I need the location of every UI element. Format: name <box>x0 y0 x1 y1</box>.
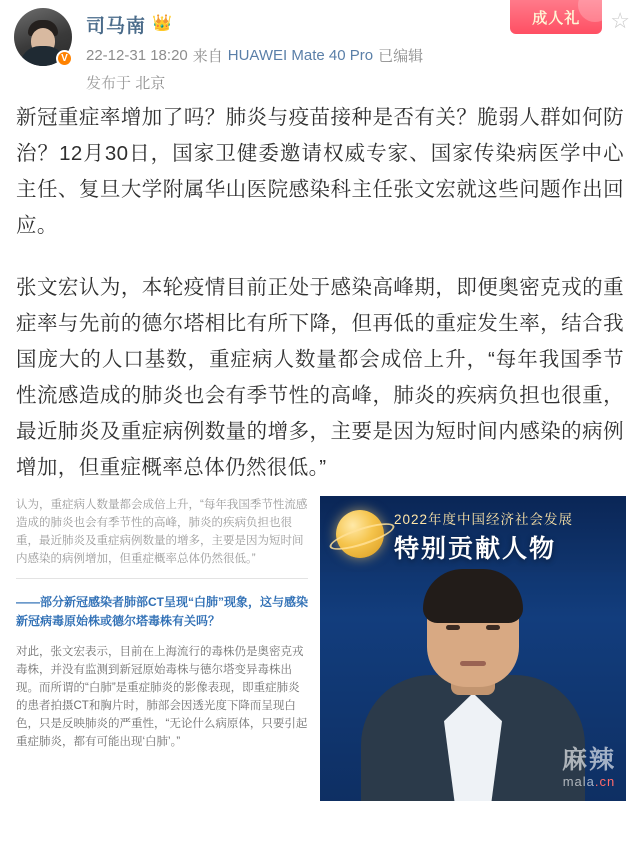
publish-prefix: 发布于 <box>86 75 132 92</box>
globe-icon <box>336 510 384 558</box>
author-name[interactable]: 司马南 <box>86 15 147 37</box>
star-icon[interactable]: ☆ <box>610 8 630 33</box>
watermark-cn: 麻辣 <box>561 746 616 775</box>
tv-screenshot[interactable] <box>320 496 626 801</box>
person-eye-right <box>486 625 500 630</box>
post-paragraph: 新冠重症率增加了吗？肺炎与疫苗接种是否有关？脆弱人群如何防治？12月30日，国家卫健委邀请权威专家、国家传染病医学中心主任、复旦大学附属华山医院感染科主任张文宏就这些问题作出回应。 <box>16 106 624 237</box>
screenshot-excerpt: 认为，重症病人数量都会成倍上升，“每年我国季节性流感造成的肺炎也会有季节性的高峰，肺炎的疾病负担也很重，最近肺炎及重症病例数量的增多，主要是因为短时间内感染的病例增加，但重症概率总体仍然很低。” <box>16 499 308 565</box>
watermark-dot: . <box>594 774 600 790</box>
watermark-en <box>562 775 616 789</box>
publish-city: 北京 <box>135 75 166 92</box>
post-header <box>0 0 640 96</box>
device-link[interactable]: HUAWEI Mate 40 Pro <box>227 47 374 64</box>
edited-label: 已编辑 <box>378 48 424 65</box>
publish-location <box>86 72 626 93</box>
person-hair <box>423 569 523 623</box>
post-meta <box>86 45 626 66</box>
person-mouth <box>460 661 486 666</box>
screenshot-answer: 对此，张文宏表示，目前在上海流行的毒株仍是奥密克戎毒株，并没有监测到新冠原始毒株与德尔塔变异毒株出现。而所谓的“白肺”是重症肺炎的影像表现，即重症肺炎的患者拍摄CT和胸片时，肺部会因透光度下降而呈现白色，只是反映肺炎的严重性，“无论什么病原体，只要引起重症肺炎，都有可能出现‘白肺’。” <box>16 646 308 748</box>
tv-subtitle: 2022年度中国经济社会发展 <box>394 512 574 527</box>
screenshot-text-column <box>16 496 308 751</box>
header-top-right <box>510 0 630 34</box>
attached-screenshot[interactable] <box>0 496 640 806</box>
tv-title: 特别贡献人物 <box>394 535 557 563</box>
from-label: 来自 <box>192 48 223 65</box>
verified-badge-icon: V <box>56 50 73 67</box>
post-content <box>0 96 640 486</box>
watermark <box>562 747 616 789</box>
person-photo <box>359 569 587 801</box>
post-timestamp: 22-12-31 18:20 <box>86 47 188 64</box>
post-paragraph: 张文宏认为，本轮疫情目前正处于感染高峰期，即便奥密克戎的重症率与先前的德尔塔相比有所下降，但再低的重症发生率，结合我国庞大的人口基数，重症病人数量都会成倍上升，“每年我国季节性流感造成的肺炎也会有季节性的高峰，肺炎的疾病负担也很重，最近肺炎及重症病例数量的增多，主要是因为短时间内感染的病例增加，但重症概率总体仍然很低。” <box>16 276 624 479</box>
watermark-suffix: cn <box>599 774 616 790</box>
watermark-en-text: mala <box>562 774 595 790</box>
crown-icon: 👑 <box>152 15 172 32</box>
divider <box>16 578 308 579</box>
screenshot-question: ——部分新冠感染者肺部CT呈现“白肺”现象，这与感染新冠病毒原始株或德尔塔毒株有关吗？ <box>16 595 308 628</box>
avatar[interactable] <box>14 8 72 66</box>
person-eye-left <box>446 625 460 630</box>
gift-banner[interactable]: 成人礼 <box>510 0 602 34</box>
